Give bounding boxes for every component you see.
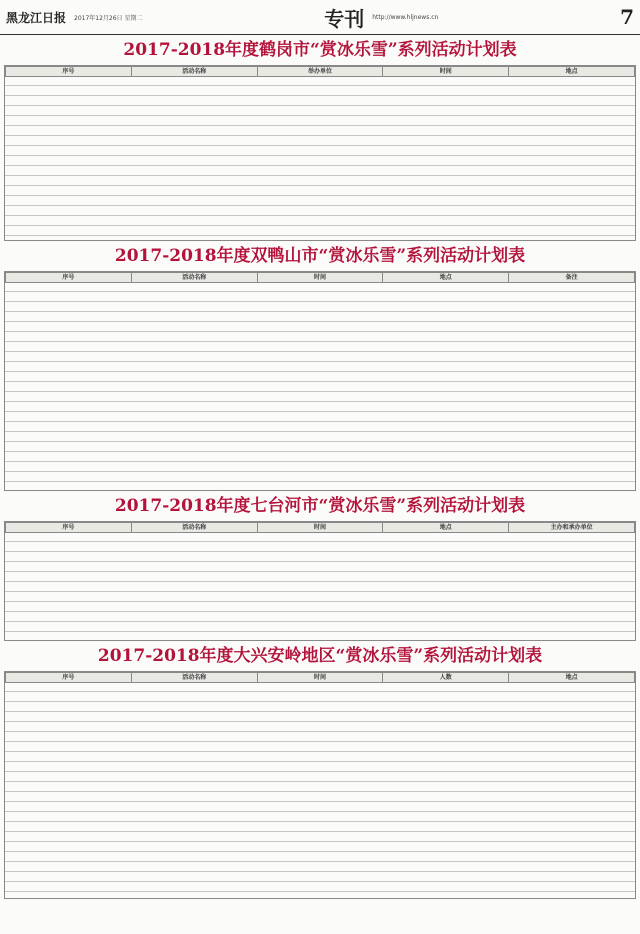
- column-header: 备注: [509, 273, 635, 283]
- column-header: 活动名称: [131, 673, 257, 683]
- plan-table: [5, 272, 635, 283]
- qitaihe-table: [4, 521, 636, 641]
- shuangyashan-title: 2017-2018年度双鸭山市“赏冰乐雪”系列活动计划表: [114, 246, 526, 266]
- plan-table: [5, 66, 635, 77]
- hegang-block: [4, 35, 636, 241]
- shuangyashan-block: [4, 241, 636, 491]
- qitaihe-block: [4, 491, 636, 641]
- column-header: 地点: [383, 273, 509, 283]
- table-header-row: [6, 67, 635, 77]
- column-header: 地点: [383, 523, 509, 533]
- column-header: 序号: [6, 673, 132, 683]
- plan-table: [5, 522, 635, 533]
- column-header: 时间: [257, 523, 383, 533]
- column-header: 序号: [6, 273, 132, 283]
- table-header-row: [6, 273, 635, 283]
- daxinganling-title: 2017-2018年度大兴安岭地区“赏冰乐雪”系列活动计划表: [97, 646, 543, 666]
- qitaihe-title: 2017-2018年度七台河市“赏冰乐雪”系列活动计划表: [114, 496, 526, 516]
- column-header: 地点: [509, 673, 635, 683]
- column-header: 时间: [257, 673, 383, 683]
- hegang-table: [4, 65, 636, 241]
- hegang-title: 2017-2018年度鹤岗市“赏冰乐雪”系列活动计划表: [123, 40, 517, 60]
- page-number: 7: [620, 5, 634, 29]
- column-header: 主办和承办单位: [509, 523, 635, 533]
- column-header: 时间: [257, 273, 383, 283]
- column-header: 序号: [6, 523, 132, 533]
- daxinganling-block: [4, 641, 636, 899]
- column-header: 活动名称: [131, 523, 257, 533]
- paper-name: 黑龙江日报: [6, 10, 67, 25]
- table-header-row: [6, 523, 635, 533]
- column-header: 活动名称: [131, 67, 257, 77]
- date-line: 2017年12月26日 星期二: [74, 14, 143, 22]
- column-header: 举办单位: [257, 67, 383, 77]
- site-url[interactable]: http://www.hljnews.cn: [372, 13, 439, 21]
- column-header: 地点: [509, 67, 635, 77]
- shuangyashan-table: [4, 271, 636, 491]
- column-header: 时间: [383, 67, 509, 77]
- column-header: 活动名称: [131, 273, 257, 283]
- column-header: 人数: [383, 673, 509, 683]
- daxinganling-table: [4, 671, 636, 899]
- table-header-row: [6, 673, 635, 683]
- section-label: 专刊: [324, 6, 365, 31]
- column-header: 序号: [6, 67, 132, 77]
- plan-table: [5, 672, 635, 683]
- masthead: [0, 0, 640, 35]
